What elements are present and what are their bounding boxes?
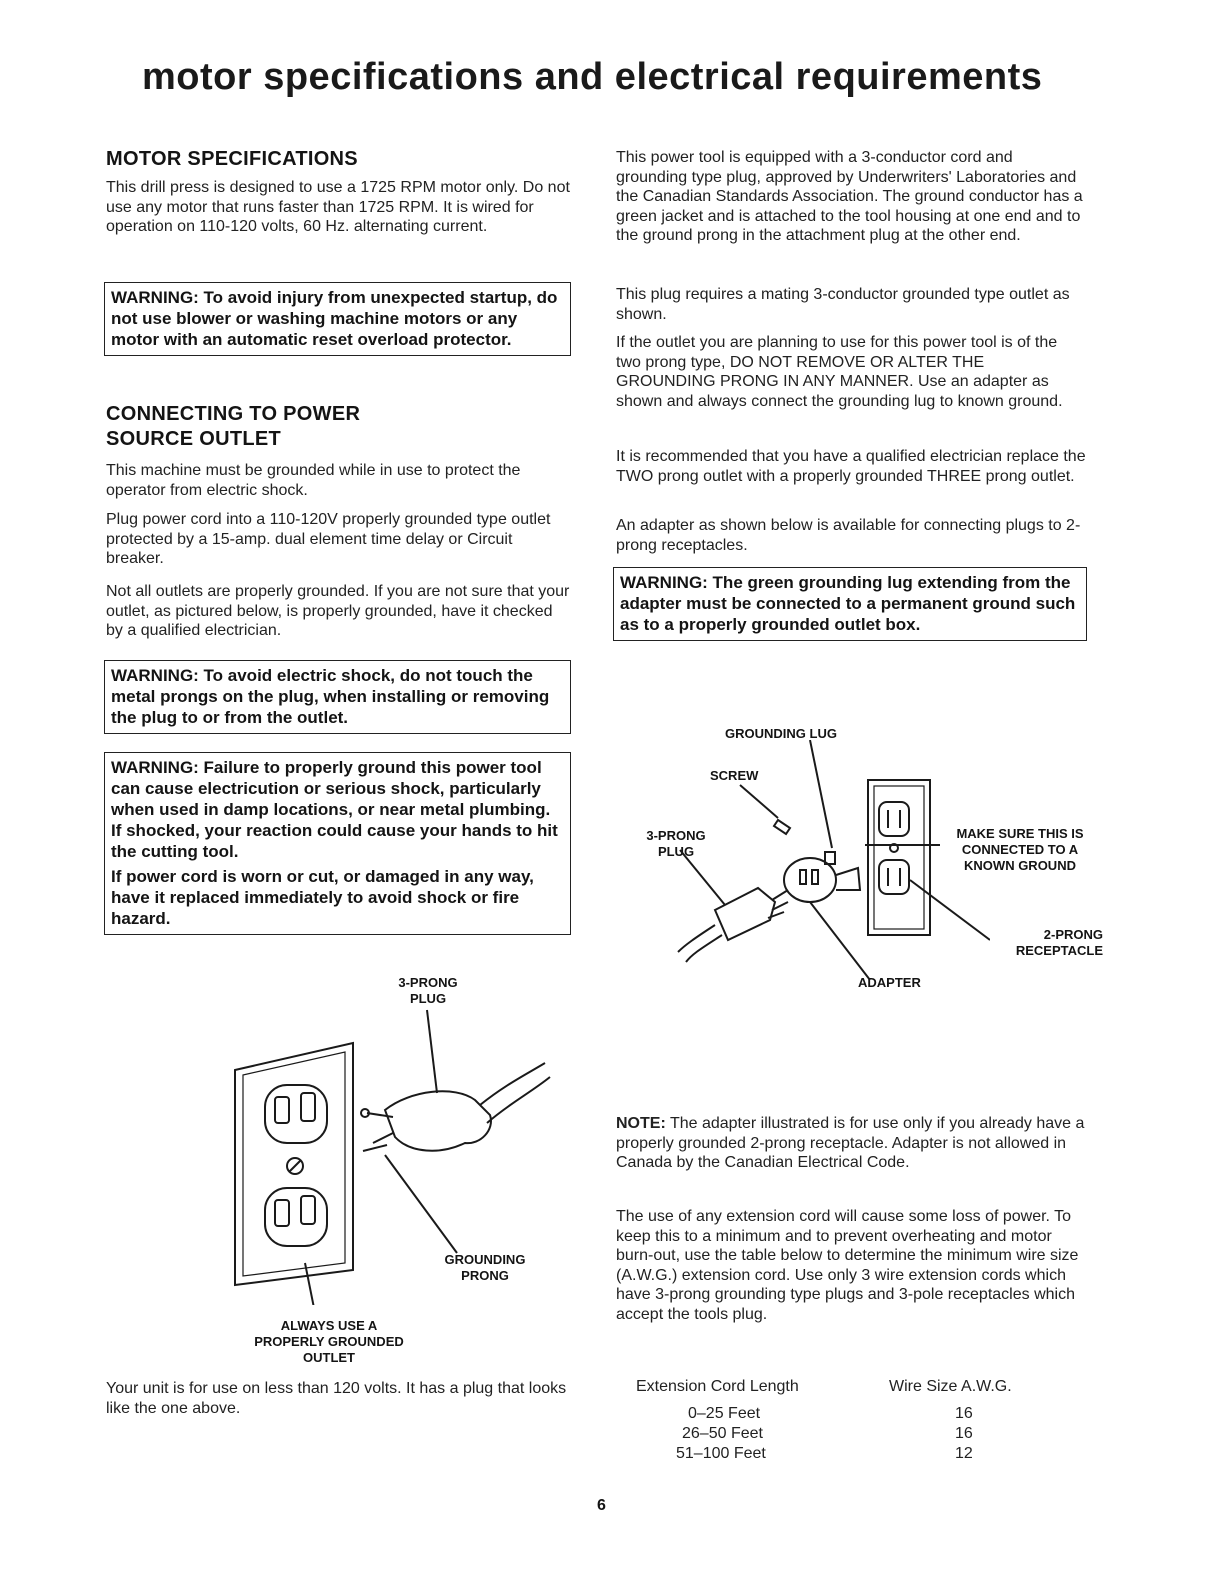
warning-text: WARNING: To avoid electric shock, do not touch the metal prongs on the plug, when installing or removing the plug to or from the outlet. [111, 666, 550, 727]
wall-plate-outline [235, 1043, 353, 1285]
recommended-paragraph: It is recommended that you have a qualified electrician replace the TWO prong outlet with a properly grounded THREE prong outlet. [616, 448, 1086, 485]
fig2-label-make-sure: MAKE SURE THIS IS CONNECTED TO A KNOWN GROUND [956, 826, 1084, 873]
table-row-size: 12 [955, 1445, 973, 1462]
connecting-heading-line2: SOURCE OUTLET [106, 428, 282, 450]
warning-box-ground [104, 752, 571, 935]
fig2-label-screw: SCREW [710, 768, 759, 783]
extension-cord-paragraph: The use of any extension cord will cause some loss of power. To keep this to a minimum and to prevent overheating and motor burn-out, use the table below to determine the minimum wire size (A.W.G.) extension cord. Use only 3 wire extension cords which have 3-prong grounding type plugs and 3-pole receptacles which accept the tools plug. [616, 1208, 1079, 1323]
mating-outlet-paragraph: This plug requires a mating 3-conductor grounded type outlet as shown. [616, 286, 1070, 323]
lower-two-prong-receptacle [879, 860, 909, 894]
table-row-length: 0–25 Feet [688, 1405, 761, 1422]
motor-specifications-paragraph: This drill press is designed to use a 1725 RPM motor only. Do not use any motor that runs faster than 1725 RPM. It is wired for operation on 110-120 volts, 60 Hz. alternating current. [106, 179, 570, 235]
warning-text: WARNING: Failure to properly ground this power tool can cause electricution or serious shock, particularly when used in damp locations, or near metal plumbing. If shocked, your reaction could cause your hands to hit the cutting tool. [111, 758, 558, 861]
fig2-label-grounding-lug: GROUNDING LUG [725, 726, 837, 741]
table-row-size: 16 [955, 1405, 973, 1422]
page-number: 6 [597, 1497, 606, 1514]
table-row-length: 51–100 Feet [676, 1445, 766, 1462]
fig1-label-grounding-prong: GROUNDING PRONG [444, 1252, 526, 1283]
three-prong-plug-body [715, 888, 775, 940]
warning-text: WARNING: To avoid injury from unexpected startup, do not use blower or washing machine motors or any motor with an automatic reset overload protector. [111, 288, 558, 349]
table-header-length: Extension Cord Length [636, 1378, 799, 1395]
warning-box-lug [613, 567, 1087, 641]
warning-box-motor [104, 282, 571, 356]
fig2-label-plug: 3-PRONG PLUG [646, 828, 706, 859]
plug-paragraph: Plug power cord into a 110-120V properly grounded type outlet protected by a 15-amp. dual element time delay or Circuit breaker. [106, 511, 551, 567]
warning-text-cord: If power cord is worn or cut, or damaged in any way, have it replaced immediately to avoid shock or fire hazard. [111, 867, 534, 928]
page-title: motor specifications and electrical requirements [142, 56, 1043, 98]
fig1-label-outlet: ALWAYS USE A PROPERLY GROUNDED OUTLET [254, 1318, 404, 1365]
two-prong-paragraph: If the outlet you are planning to use for this power tool is of the two prong type, DO NOT REMOVE OR ALTER THE GROUNDING PRONG IN ANY MANNER. Use an adapter as shown and always connect the grounding lug to known ground. [616, 334, 1063, 410]
motor-specifications-heading: MOTOR SPECIFICATIONS [106, 148, 358, 170]
plug-body [385, 1091, 491, 1150]
fig2-label-adapter: ADAPTER [858, 975, 921, 990]
warning-box-prongs [104, 660, 571, 734]
not-all-grounded-paragraph: Not all outlets are properly grounded. If you are not sure that your outlet, as pictured below, is properly grounded, have it checked by a qualified electrician. [106, 583, 570, 639]
upper-two-prong-receptacle [879, 802, 909, 836]
power-cord [480, 1063, 545, 1105]
table-row-length: 26–50 Feet [682, 1425, 763, 1442]
two-prong-outlet-plate [868, 780, 930, 935]
adapter-illustration [660, 740, 990, 980]
note-label: NOTE: [616, 1115, 666, 1132]
table-header-size: Wire Size A.W.G. [889, 1378, 1012, 1395]
note-paragraph [616, 1114, 1086, 1173]
equipped-paragraph: This power tool is equipped with a 3-conductor cord and grounding type plug, approved by Underwriters' Laboratories and the Canadian Standards Association. The ground conductor has a green jacket and is attached to the tool housing at one end and to the ground prong in the attachment plug at the other end. [616, 149, 1083, 244]
table-row-size: 16 [955, 1425, 973, 1442]
warning-text: WARNING: The green grounding lug extending from the adapter must be connected to a permanent ground such as to a properly grounded outlet box. [620, 573, 1076, 634]
screw-head [774, 820, 790, 834]
note-text: The adapter illustrated is for use only if you already have a properly grounded 2-prong receptacle. Adapter is not allowed in Canada by the Canadian Electrical Code. [616, 1115, 1085, 1171]
adapter-available-paragraph: An adapter as shown below is available for connecting plugs to 2-prong receptacles. [616, 517, 1081, 554]
fig1-label-plug: 3-PRONG PLUG [398, 975, 458, 1006]
bottom-left-paragraph: Your unit is for use on less than 120 volts. It has a plug that looks like the one above. [106, 1380, 567, 1417]
connecting-heading-line1: CONNECTING TO POWER [106, 403, 361, 425]
grounded-paragraph: This machine must be grounded while in use to protect the operator from electric shock. [106, 462, 521, 499]
fig2-label-receptacle: 2-PRONG RECEPTACLE [1015, 927, 1103, 958]
